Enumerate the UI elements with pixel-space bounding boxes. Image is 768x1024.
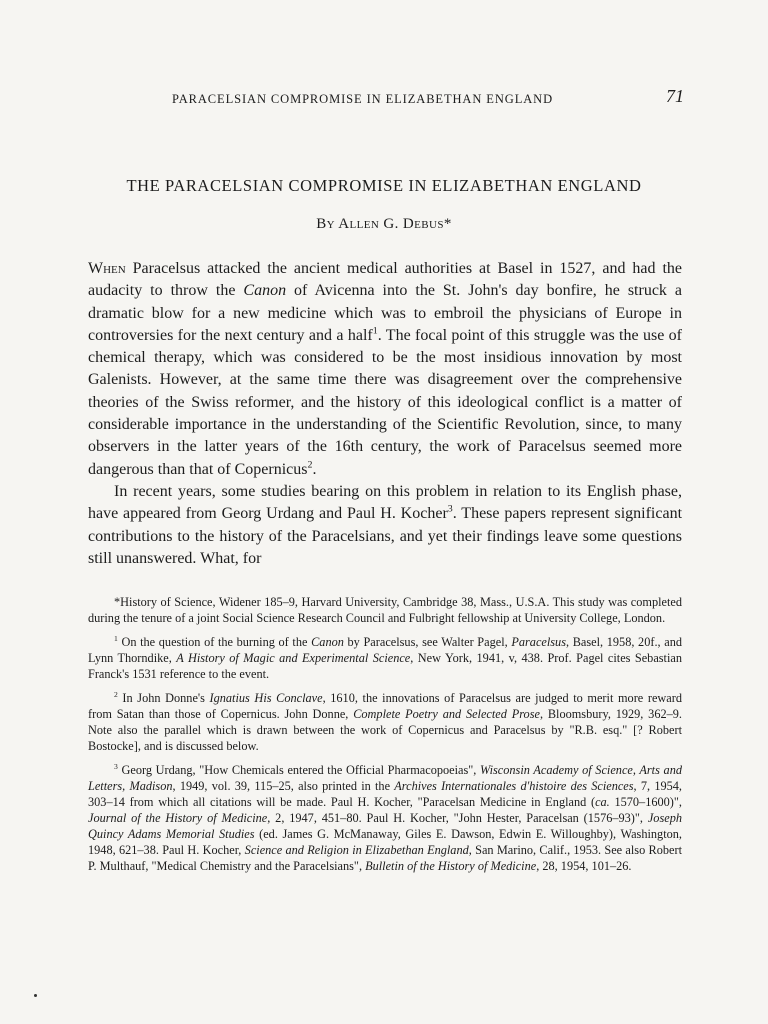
lead-word: When xyxy=(88,260,126,277)
italic-title: Complete Poetry and Selected Prose xyxy=(353,707,540,721)
italic-title: Journal of the History of Medicine xyxy=(88,811,268,825)
footnote-text-run: , 1949, vol. 39, 115–25, also printed in the xyxy=(172,779,395,793)
footnote-text-run: , 7, 1954, 303–14 from which all citations will be made. Paul H. Kocher, "Paracelsan Medicine in England ( xyxy=(88,779,682,809)
margin-dot xyxy=(34,994,37,997)
footnote-2 xyxy=(88,690,682,754)
footnote-text-run: , 1610, the innovations of Paracelsus are judged to merit more reward from Satan than those of Copernicus. John Donne, xyxy=(88,691,682,721)
footnote-ref-3: 3 xyxy=(447,503,453,515)
footnote-text-run: , San Marino, Calif., 1953. See also Robert P. Multhauf, "Medical Chemistry and the Paracelsians", xyxy=(88,843,682,873)
author-footnote-mark: * xyxy=(443,216,452,232)
italic-title: Ignatius His Conclave xyxy=(209,691,323,705)
article-title: THE PARACELSIAN COMPROMISE IN ELIZABETHAN ENGLAND xyxy=(126,176,642,195)
italic-title: Paracelsus xyxy=(511,635,566,649)
running-head: PARACELSIAN COMPROMISE IN ELIZABETHAN ENGLAND xyxy=(172,92,554,106)
italic-title: Wisconsin Academy of Science, Arts and Letters, Madison xyxy=(88,763,682,793)
footnote-text-run: , 28, 1954, 101–26. xyxy=(536,859,632,873)
body-text-run: . The focal point of this struggle was the use of chemical therapy, which was considered to be the most insidious innovation by most Galenists. However, at the same time there was disagreement over the comprehensive theories of the Swiss reformer, and the history of this ideological conflict is a matter of considerable importance in the understanding of the Scientific Revolution, since, to many observers in the latter years of the 16th century, the work of Paracelsus seemed more dangerous than that of Copernicus xyxy=(88,326,683,478)
body-text-run: Paracelsus attacked the ancient medical authorities at Basel in 1527, and had the audacity to throw the xyxy=(88,260,682,300)
italic-abbreviation: ca. xyxy=(595,795,610,809)
footnote-ref-2: 2 xyxy=(307,459,313,471)
body-text-run: In recent years, some studies bearing on this problem in relation to its English phase, have appeared from Georg Urdang and Paul H. Kocher xyxy=(88,482,682,523)
italic-title: Canon xyxy=(243,282,287,300)
footnote-text-run: , 2, 1947, 451–80. Paul H. Kocher, "John Hester, Paracelsan (1576–93)", xyxy=(267,811,648,825)
italic-title: Science and Religion in Elizabethan England xyxy=(244,843,469,857)
footnote-text-run: , Bloomsbury, 1929, 362–9. Note also the parallel which is drawn between the work of Copernicus and Paracelsus by "R.B. esq." [? Robert Bostocke], and is discussed below. xyxy=(88,707,682,753)
body-text-run: of Avicenna into the St. John's day bonfire, he struck a dramatic blow for a new medicine which was to embroil the physicians of Europe in controversies for the next century and a half xyxy=(88,282,682,344)
footnotes xyxy=(88,594,682,882)
footnote-text-run: by Paracelsus, see Walter Pagel, xyxy=(343,635,512,649)
footnote-1 xyxy=(88,634,682,682)
footnote-text-run: Georg Urdang, "How Chemicals entered the Official Pharmacopoeias", xyxy=(117,763,481,777)
footnote-ref-1: 1 xyxy=(372,325,378,337)
footnote-text-run: In John Donne's xyxy=(117,691,210,705)
footnote-text-run: (ed. James G. McManaway, Giles E. Dawson, Edwin E. Willoughby), Washington, 1948, 621–38. Paul H. Kocher, xyxy=(88,827,682,857)
footnote-text-run: 1570–1600)", xyxy=(609,795,682,809)
italic-title: A History of Magic and Experimental Science xyxy=(176,651,411,665)
page-number: 71 xyxy=(666,86,684,106)
byline-prefix: By xyxy=(316,216,339,232)
italic-title: Joseph Quincy Adams Memorial Studies xyxy=(88,811,682,841)
body-paragraph-2 xyxy=(88,481,682,570)
body-text-run: . xyxy=(312,460,317,478)
italic-title: Bulletin of the History of Medicine xyxy=(365,859,537,873)
byline xyxy=(0,216,768,233)
footnote-number: 3 xyxy=(114,761,118,771)
footnote-3 xyxy=(88,762,682,874)
footnote-star: *History of Science, Widener 185–9, Harvard University, Cambridge 38, Mass., U.S.A. This study was completed during the tenure of a joint Social Science Research Council and Fulbright fellowship at University College, London. xyxy=(88,595,682,625)
author-name: Allen G. Debus xyxy=(338,216,444,232)
footnote-text-run: , Basel, 1958, 20f., and Lynn Thorndike, xyxy=(88,635,682,665)
footnote-number: 2 xyxy=(114,689,118,699)
footnote-text-run: On the question of the burning of the xyxy=(117,635,312,649)
footnote-text-run: , New York, 1941, v, 438. Prof. Pagel cites Sebastian Franck's 1531 reference to the event. xyxy=(88,651,682,681)
italic-title: Archives Internationales d'histoire des Sciences xyxy=(394,779,634,793)
body-paragraph-1 xyxy=(88,258,682,481)
article-body xyxy=(88,258,682,570)
footnote-number: 1 xyxy=(114,633,118,643)
italic-title: Canon xyxy=(311,635,344,649)
body-text-run: . These papers represent significant contributions to the history of the Paracelsians, and yet their findings leave some questions still unanswered. What, for xyxy=(88,505,683,567)
